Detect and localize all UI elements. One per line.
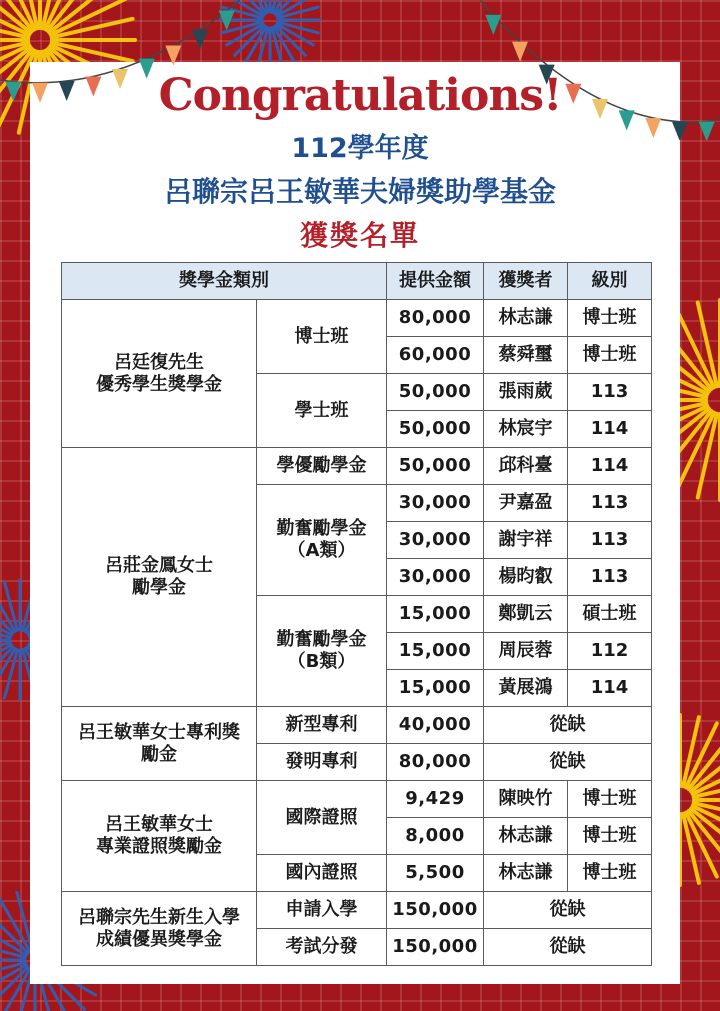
amount-cell: 9,429 xyxy=(387,781,484,818)
winner-cell: 周辰蓉 xyxy=(484,633,568,670)
level-cell: 博士班 xyxy=(568,300,652,337)
category-group-name: 呂王敏華女士專利獎 勵金 xyxy=(62,707,257,781)
level-cell: 113 xyxy=(568,559,652,596)
level-cell: 112 xyxy=(568,633,652,670)
amount-cell: 15,000 xyxy=(387,596,484,633)
category-group-name: 呂莊金鳳女士 勵學金 xyxy=(62,448,257,707)
winner-cell: 林志謙 xyxy=(484,855,568,892)
level-cell: 博士班 xyxy=(568,855,652,892)
subcategory-name: 考試分發 xyxy=(257,929,387,966)
table-row xyxy=(62,448,652,485)
amount-cell: 5,500 xyxy=(387,855,484,892)
level-cell: 114 xyxy=(568,670,652,707)
winner-cell: 謝宇祥 xyxy=(484,522,568,559)
bunting-flag xyxy=(485,15,501,35)
bunting-flag xyxy=(192,29,208,49)
subcategory-name: 學優勵學金 xyxy=(257,448,387,485)
subcategory-name: 發明專利 xyxy=(257,744,387,781)
vacant-cell: 從缺 xyxy=(484,929,652,966)
amount-cell: 15,000 xyxy=(387,633,484,670)
category-group-name: 呂廷復先生 優秀學生獎學金 xyxy=(62,300,257,448)
vacant-cell: 從缺 xyxy=(484,892,652,929)
amount-cell: 60,000 xyxy=(387,337,484,374)
amount-cell: 30,000 xyxy=(387,559,484,596)
table-row xyxy=(62,892,652,929)
subcategory-name: 新型專利 xyxy=(257,707,387,744)
level-cell: 113 xyxy=(568,485,652,522)
amount-cell: 80,000 xyxy=(387,744,484,781)
level-cell: 113 xyxy=(568,522,652,559)
academic-year: 112學年度 xyxy=(291,133,429,164)
subcategory-name: 國際證照 xyxy=(257,781,387,855)
amount-cell: 40,000 xyxy=(387,707,484,744)
level-cell: 博士班 xyxy=(568,818,652,855)
subcategory-name: 學士班 xyxy=(257,374,387,448)
firework-ray xyxy=(0,963,25,979)
level-cell: 博士班 xyxy=(568,781,652,818)
winner-cell: 邱科臺 xyxy=(484,448,568,485)
winner-cell: 尹嘉盈 xyxy=(484,485,568,522)
congratulations-heading: Congratulations! xyxy=(158,70,562,121)
winner-cell: 楊昀叡 xyxy=(484,559,568,596)
amount-cell: 30,000 xyxy=(387,485,484,522)
winner-cell: 林志謙 xyxy=(484,300,568,337)
header-amount: 提供金額 xyxy=(387,263,484,300)
amount-cell: 150,000 xyxy=(387,892,484,929)
bunting-flag xyxy=(219,11,235,31)
table-row xyxy=(62,707,652,744)
subcategory-name: 勤奮勵學金 （B類） xyxy=(257,596,387,707)
header-level: 級別 xyxy=(568,263,652,300)
bunting-flag xyxy=(512,42,528,62)
winner-cell: 林志謙 xyxy=(484,818,568,855)
subcategory-name: 申請入學 xyxy=(257,892,387,929)
winner-cell: 鄭凱云 xyxy=(484,596,568,633)
amount-cell: 50,000 xyxy=(387,411,484,448)
amount-cell: 50,000 xyxy=(387,374,484,411)
level-cell: 113 xyxy=(568,374,652,411)
subcategory-name: 博士班 xyxy=(257,300,387,374)
header-winner: 獲獎者 xyxy=(484,263,568,300)
amount-cell: 50,000 xyxy=(387,448,484,485)
scholarship-table xyxy=(61,262,652,966)
amount-cell: 80,000 xyxy=(387,300,484,337)
fund-name: 呂聯宗呂王敏華夫婦獎助學基金 xyxy=(163,175,556,208)
level-cell: 114 xyxy=(568,448,652,485)
vacant-cell: 從缺 xyxy=(484,707,652,744)
subcategory-name: 國內證照 xyxy=(257,855,387,892)
subcategory-name: 勤奮勵學金 （A類） xyxy=(257,485,387,596)
level-cell: 114 xyxy=(568,411,652,448)
firework-ray xyxy=(0,942,25,958)
level-cell: 博士班 xyxy=(568,337,652,374)
category-group-name: 呂王敏華女士 專業證照獎勵金 xyxy=(62,781,257,892)
amount-cell: 8,000 xyxy=(387,818,484,855)
table-header-row xyxy=(62,263,652,300)
winner-cell: 陳映竹 xyxy=(484,781,568,818)
winner-cell: 蔡舜璽 xyxy=(484,337,568,374)
table-row xyxy=(62,781,652,818)
vacant-cell: 從缺 xyxy=(484,744,652,781)
level-cell: 碩士班 xyxy=(568,596,652,633)
winner-cell: 林宸宇 xyxy=(484,411,568,448)
table-row xyxy=(62,300,652,337)
amount-cell: 30,000 xyxy=(387,522,484,559)
category-group-name: 呂聯宗先生新生入學 成績優異獎學金 xyxy=(62,892,257,966)
award-list-title: 獲獎名單 xyxy=(299,219,420,252)
winner-cell: 張雨葳 xyxy=(484,374,568,411)
amount-cell: 15,000 xyxy=(387,670,484,707)
winner-cell: 黃展鴻 xyxy=(484,670,568,707)
header-category: 獎學金類別 xyxy=(62,263,387,300)
bunting-flag xyxy=(165,45,181,65)
amount-cell: 150,000 xyxy=(387,929,484,966)
table-body xyxy=(62,300,652,966)
